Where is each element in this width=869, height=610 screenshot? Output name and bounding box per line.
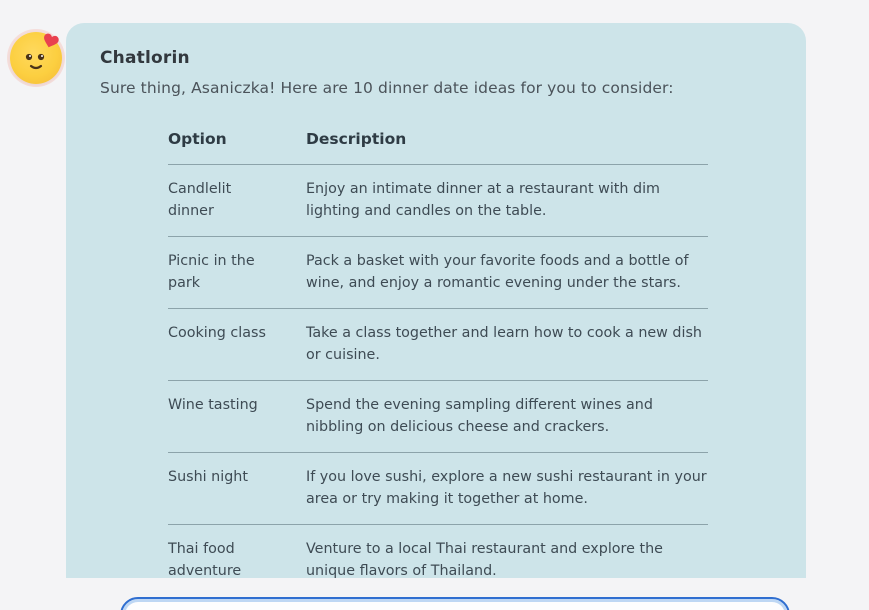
dinner-ideas-table [168,130,708,578]
description-cell: If you love sushi, explore a new sushi restaurant in your area or try making it together at home. [306,453,708,525]
table-body [168,165,708,579]
description-cell: Enjoy an intimate dinner at a restaurant with dim lighting and candles on the table. [306,165,708,237]
option-cell: Thai food adventure [168,541,242,578]
option-cell: Wine tasting [168,381,306,453]
option-cell: Sushi night [168,453,306,525]
table-row [168,309,708,381]
table-header-option: Option [168,130,306,165]
message-text: Sure thing, Asaniczka! Here are 10 dinner date ideas for you to consider: [100,79,674,97]
dinner-ideas-table-wrap [168,130,708,578]
table-header [168,130,708,165]
option-cell: Cooking class [168,309,306,381]
option-cell: Picnic in the park [168,237,306,309]
bot-avatar [10,32,62,84]
table-row [168,237,708,309]
assistant-message-bubble [66,23,806,578]
description-cell: Take a class together and learn how to cook a new dish or cuisine. [306,309,708,381]
option-cell: Candlelit dinner [168,165,306,237]
table-row [168,381,708,453]
table-row [168,453,708,525]
description-cell: Spend the evening sampling different wines and nibbling on delicious cheese and crackers. [306,381,708,453]
table-row [168,165,708,237]
table-row [168,525,708,579]
table-header-description: Description [306,130,708,165]
description-cell: Venture to a local Thai restaurant and explore the unique flavors of Thailand. [306,541,663,578]
description-cell: Pack a basket with your favorite foods and a bottle of wine, and enjoy a romantic evening under the stars. [306,237,708,309]
bot-name: Chatlorin [100,48,190,68]
message-input[interactable] [120,597,790,610]
